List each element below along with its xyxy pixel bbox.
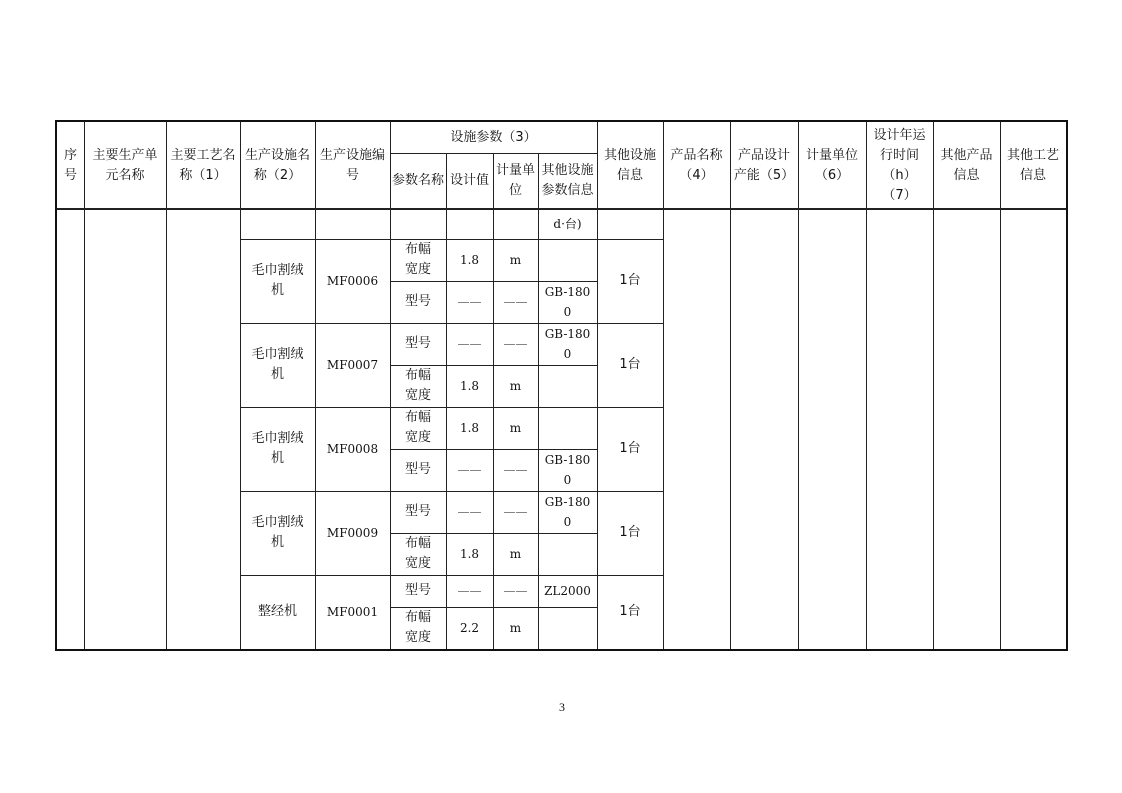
param-name: 布幅 宽度 [404, 610, 431, 645]
header-params-group: 设施参数（3） [450, 129, 537, 145]
param-value: —— [457, 584, 482, 598]
param-value: —— [457, 505, 482, 519]
param-unit: —— [503, 295, 528, 309]
carry-over-text: d·台) [553, 217, 582, 231]
machine-code: MF0001 [326, 605, 379, 619]
param-value: 1.8 [459, 253, 480, 267]
param-other [538, 607, 597, 649]
param-other [538, 407, 597, 449]
param-unit: m [509, 547, 522, 561]
machine-code: MF0007 [326, 358, 379, 372]
header-param-name: 参数名称 [391, 173, 444, 188]
other-facility-info: 1台 [619, 273, 641, 288]
header-process-name: 主要工艺名 称（1） [170, 147, 236, 183]
machine-name: 毛巾割绒 机 [251, 263, 304, 298]
header-facility-name: 生产设施名 称（2） [244, 147, 310, 183]
machine-code: MF0008 [326, 442, 379, 456]
param-unit: m [509, 421, 522, 435]
page-number: 3 [559, 700, 565, 714]
param-name: 布幅 宽度 [404, 536, 431, 571]
param-other [538, 239, 597, 281]
param-unit: —— [503, 463, 528, 477]
other-facility-info: 1台 [619, 441, 641, 456]
param-name: 型号 [404, 294, 431, 309]
other-facility-info: 1台 [619, 525, 641, 540]
param-name: 型号 [404, 336, 431, 351]
param-other: GB-180 0 [544, 327, 591, 361]
param-unit: m [509, 253, 522, 267]
param-unit: m [509, 621, 522, 635]
param-name: 型号 [404, 583, 431, 598]
param-name: 布幅 宽度 [404, 410, 431, 445]
header-product-name: 产品名称 （4） [670, 147, 723, 183]
param-value: —— [457, 337, 482, 351]
param-value: 1.8 [459, 547, 480, 561]
param-unit: m [509, 379, 522, 393]
header-param-unit: 计量单 位 [495, 163, 535, 198]
header-unit-name: 主要生产单 元名称 [92, 147, 158, 183]
param-value: 1.8 [459, 421, 480, 435]
header-other-facility: 其他设施 信息 [603, 147, 656, 183]
header-unit6: 计量单位 （6） [805, 147, 858, 183]
header-other-param: 其他设施 参数信息 [541, 163, 594, 198]
header-design-value: 设计值 [449, 173, 489, 188]
header-other-process: 其他工艺 信息 [1006, 147, 1059, 183]
header-other-product: 其他产品 信息 [940, 147, 993, 183]
param-other: GB-180 0 [544, 285, 591, 319]
param-value: —— [457, 463, 482, 477]
facility-table [55, 120, 1068, 651]
param-unit: —— [503, 505, 528, 519]
param-other: GB-180 0 [544, 453, 591, 487]
param-name: 布幅 宽度 [404, 368, 431, 403]
param-other: ZL2000 [544, 584, 591, 598]
header-facility-no: 生产设施编 号 [319, 147, 385, 183]
machine-code: MF0009 [326, 526, 379, 540]
param-value: —— [457, 295, 482, 309]
param-name: 布幅 宽度 [404, 242, 431, 277]
param-unit: —— [503, 584, 528, 598]
param-other [538, 533, 597, 575]
param-other: GB-180 0 [544, 495, 591, 529]
header-runtime: 设计年运 行时间（h） （7） [873, 127, 926, 203]
param-unit: —— [503, 337, 528, 351]
param-value: 1.8 [459, 379, 480, 393]
param-other [538, 365, 597, 407]
other-facility-info: 1台 [619, 357, 641, 372]
param-name: 型号 [404, 462, 431, 477]
param-value: 2.2 [459, 621, 480, 635]
machine-name: 毛巾割绒 机 [251, 431, 304, 466]
machine-name: 整经机 [257, 604, 297, 619]
machine-name: 毛巾割绒 机 [251, 515, 304, 550]
machine-name: 毛巾割绒 机 [251, 347, 304, 382]
other-facility-info: 1台 [619, 604, 641, 619]
header-seq: 序 号 [63, 147, 77, 183]
header-capacity: 产品设计 产能（5） [733, 147, 795, 183]
param-name: 型号 [404, 504, 431, 519]
machine-code: MF0006 [326, 274, 379, 288]
